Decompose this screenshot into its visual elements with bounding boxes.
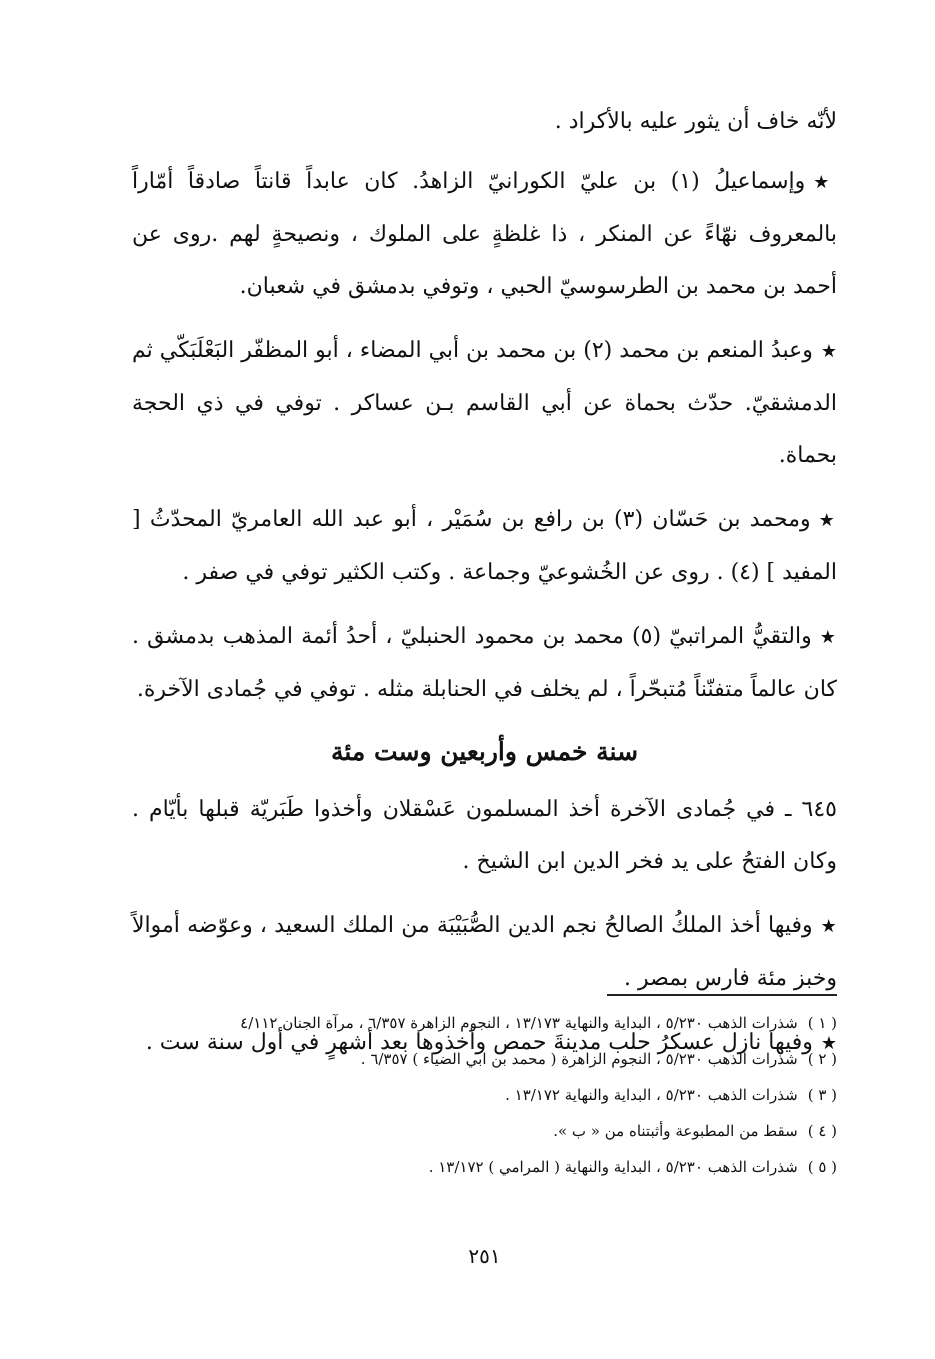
footnote-5 <box>132 1152 837 1182</box>
entry-text: وعبدُ المنعم بن محمد (٢) بن محمد بن أبي المضاء ، أبو المظفّر البَعْلَبَكّي ثم الدمشقيّ. حدّث بحماة عن أبي القاسم بـن عساكر . توفي في ذي الحجة بحماة. <box>132 338 837 468</box>
entry-text: ومحمد بن حَسّان (٣) بن رافع بن سُمَيْر ، أبو عبد الله العامريّ المحدّثُ [ المفيد ] (٤) . روى عن الخُشوعيّ وجماعة . وكتب الكثير توفي في صفر . <box>132 507 837 585</box>
star-bullet-icon: ★ <box>819 627 838 648</box>
page-number: ٢٥١ <box>468 1244 501 1268</box>
footnote-1 <box>132 1008 837 1038</box>
entry-muhammad-ibn-hassan <box>132 494 837 599</box>
footnote-number: ( ٤ ) <box>807 1122 837 1140</box>
star-bullet-icon: ★ <box>813 172 837 193</box>
footnote-number: ( ٢ ) <box>807 1050 837 1068</box>
entry-al-taqi-al-marataibi <box>132 611 837 716</box>
entry-year-645 <box>132 784 837 888</box>
footnote-number: ( ١ ) <box>807 1014 837 1032</box>
book-page <box>132 96 837 1319</box>
footnote-number: ( ٣ ) <box>807 1086 837 1104</box>
entry-al-salih <box>132 900 837 1005</box>
footnotes <box>132 1008 837 1188</box>
entry-abd-al-munim <box>132 325 837 482</box>
footnote-4 <box>132 1116 837 1146</box>
footnote-2 <box>132 1044 837 1074</box>
star-bullet-icon: ★ <box>818 510 837 531</box>
star-bullet-icon: ★ <box>820 916 837 937</box>
footnote-number: ( ٥ ) <box>807 1158 837 1176</box>
footnote-text: شذرات الذهب ٥/٢٣٠ ، البداية والنهاية ١٣/١٧٢ . <box>505 1086 798 1104</box>
entry-ismail <box>132 156 837 313</box>
footnote-divider <box>607 994 837 996</box>
footnote-text: شذرات الذهب ٥/٢٣٠ ، البداية والنهاية ١٣/١٧٣ ، النجوم الزاهرة ٦/٣٥٧ ، مرآة الجنان ٤/١١٢ <box>240 1014 798 1032</box>
star-bullet-icon: ★ <box>820 1033 837 1054</box>
footnote-text: سقط من المطبوعة وأثبتناه من « ب ». <box>553 1122 798 1140</box>
entry-text: وإسماعيلُ (١) بن عليّ الكورانيّ الزاهدُ. كان عابداً قانتاً صادقاً أمّاراً بالمعروف نهّاءً عن المنكر ، ذا غلظةٍ على الملوك ، ونصيحةٍ لهم .روى عن أحمد بن محمد بن الطرسوسيّ الحبي ، وتوفي بدمشق في شعبان. <box>132 169 837 299</box>
star-bullet-icon: ★ <box>820 341 838 362</box>
entry-text: والتقيُّ المراتبيّ (٥) محمد بن محمود الحنبليّ ، أحدُ أئمة المذهب بدمشق . كان عالماً متفنّناً مُتبحّراً ، لم يخلف في الحنابلة مثله . توفي في جُمادى الآخرة. <box>132 624 837 702</box>
footnote-text: شذرات الذهب ٥/٢٣٠ ، البداية والنهاية ( المرامي ) ١٣/١٧٢ . <box>428 1158 798 1176</box>
main-text <box>132 96 837 1070</box>
footnote-3 <box>132 1080 837 1110</box>
entry-text: ٦٤٥ ـ في جُمادى الآخرة أخذ المسلمون عَسْقلان وأخذوا طَبَريّة قبلها بأيّام . وكان الفتحُ على يد فخر الدين ابن الشيخ . <box>132 797 837 874</box>
opening-line: لأنّه خاف أن يثور عليه بالأكراد . <box>554 109 837 134</box>
section-heading: سنة خمس وأربعين وست مئة <box>330 737 639 766</box>
entry-text: وفيها أخذ الملكُ الصالحُ نجم الدين الصُّبَيْبَة من الملك السعيد ، وعوّضه أموالاً وخبز مئة فارس بمصر . <box>132 913 837 991</box>
footnote-text: شذرات الذهب ٥/٢٣٠ ، النجوم الزاهرة ( محمد بن ابي الضياء ) ٦/٣٥٧ . <box>360 1050 798 1068</box>
entry-text: وفيها نازل عسكرُ حلب مدينةَ حمص وأخذوها بعد أشهرٍ في أول سنة ست . <box>145 1030 813 1055</box>
